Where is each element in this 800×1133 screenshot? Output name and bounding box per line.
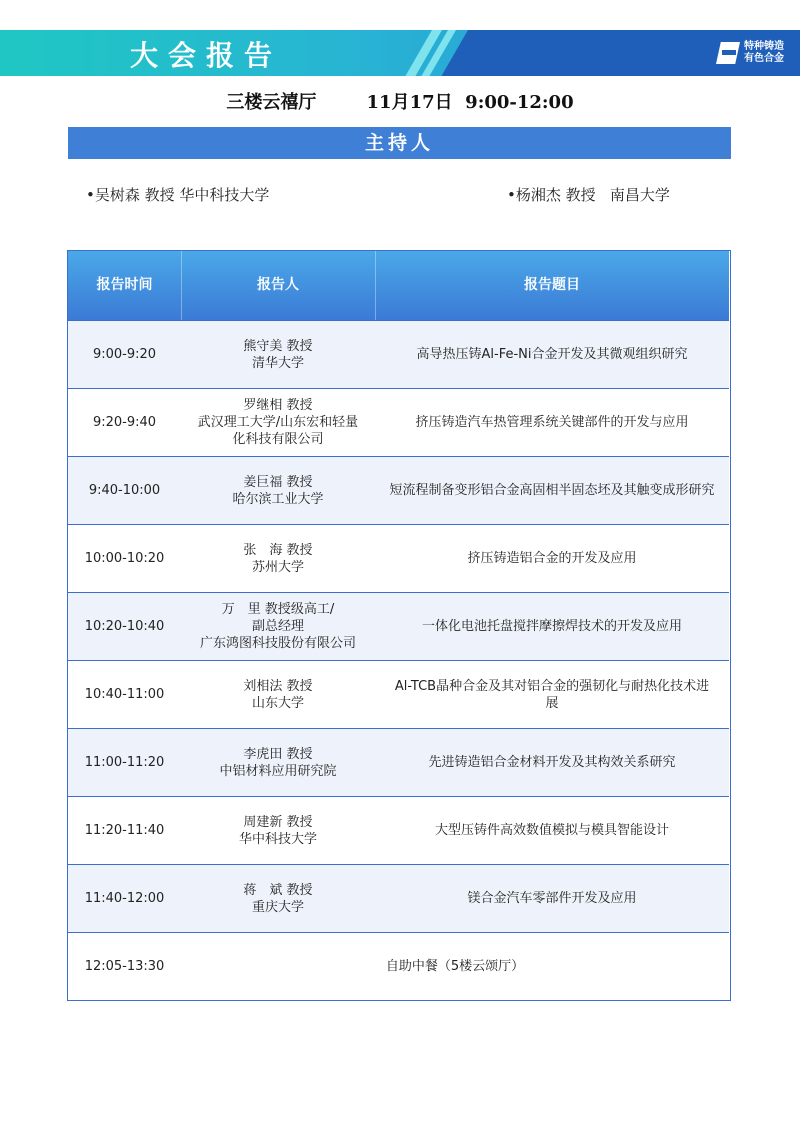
table-row [68, 864, 729, 932]
speaker-line: 重庆大学 [251, 899, 304, 915]
row-speaker [181, 865, 375, 932]
speaker-line: 万 里 教授级高工/ [221, 602, 335, 617]
host-right: •杨湘杰 教授 南昌大学 [507, 186, 670, 204]
row-topic: Al-TCB晶种合金及其对铝合金的强韧化与耐热化技术进展 [394, 678, 710, 711]
speaker-line: 清华大学 [251, 355, 304, 371]
logo-line-1: 特种铸造 [744, 41, 784, 52]
row-topic: 挤压铸造铝合金的开发及应用 [467, 551, 637, 566]
row-time: 9:20-9:40 [92, 415, 157, 430]
row-time: 9:40-10:00 [88, 483, 161, 498]
speaker-line: 苏州大学 [251, 559, 304, 575]
logo-mark-icon [716, 42, 740, 64]
row-topic: 一体化电池托盘搅拌摩擦焊技术的开发及应用 [421, 619, 682, 634]
row-topic: 镁合金汽车零部件开发及应用 [467, 891, 637, 906]
row-topic: 短流程制备变形铝合金高固相半固态坯及其触变成形研究 [389, 483, 715, 498]
row-time: 10:00-10:20 [84, 551, 165, 566]
brand-logo [716, 40, 788, 68]
session-location: 三楼云禧厅 [226, 92, 317, 113]
row-topic: 高导热压铸Al-Fe-Ni合金开发及其微观组织研究 [416, 347, 688, 362]
row-time: 11:00-11:20 [84, 755, 165, 770]
header-banner [0, 30, 800, 76]
row-topic: 挤压铸造汽车热管理系统关键部件的开发与应用 [415, 415, 689, 430]
row-time: 12:05-13:30 [84, 959, 165, 974]
row-speaker [181, 525, 375, 592]
session-info [0, 88, 800, 114]
session-date: 11月17日 [366, 92, 453, 113]
speaker-line: 刘相法 教授 [243, 678, 313, 694]
table-row-lunch [68, 932, 729, 1000]
row-time: 10:40-11:00 [84, 687, 165, 702]
header-time: 报告时间 [96, 277, 153, 293]
row-time: 11:40-12:00 [84, 891, 165, 906]
table-header [68, 251, 729, 320]
table-row [68, 796, 729, 864]
speaker-line: 广东鸿图科技股份有限公司 [199, 636, 356, 651]
page-title: 大会报告 [130, 39, 283, 72]
speaker-line: 副总经理 [251, 619, 304, 634]
speaker-line: 武汉理工大学/山东宏和轻量 [197, 415, 359, 430]
table-row [68, 728, 729, 796]
row-time: 11:20-11:40 [84, 823, 165, 838]
logo-text [744, 41, 784, 65]
row-speaker [181, 389, 375, 456]
row-topic: 大型压铸件高效数值模拟与模具智能设计 [434, 823, 669, 838]
speaker-line: 李虎田 教授 [243, 746, 313, 762]
speaker-line: 哈尔滨工业大学 [232, 491, 324, 507]
row-speaker [181, 457, 375, 524]
table-row [68, 320, 729, 388]
row-speaker [181, 729, 375, 796]
row-time: 10:20-10:40 [84, 619, 165, 634]
speaker-line: 姜巨福 教授 [243, 474, 313, 490]
speaker-line: 张 海 教授 [243, 542, 313, 558]
table-row [68, 388, 729, 456]
speaker-line: 化科技有限公司 [232, 432, 324, 447]
host-section-title: 主持人 [68, 127, 731, 159]
session-time: 9:00-12:00 [465, 92, 574, 113]
logo-line-2: 有色合金 [744, 53, 784, 64]
speaker-line: 山东大学 [251, 695, 304, 711]
row-speaker [181, 321, 375, 388]
row-speaker [181, 593, 375, 660]
row-speaker [181, 661, 375, 728]
row-topic: 先进铸造铝合金材料开发及其构效关系研究 [428, 755, 676, 770]
schedule-table [67, 250, 731, 1001]
table-row [68, 592, 729, 660]
header-topic: 报告题目 [524, 277, 580, 293]
table-row [68, 524, 729, 592]
speaker-line: 蒋 斌 教授 [243, 882, 313, 898]
lunch-label: 自助中餐（5楼云颂厅） [385, 959, 525, 974]
row-speaker [181, 797, 375, 864]
speaker-line: 中铝材料应用研究院 [219, 763, 337, 779]
table-row [68, 660, 729, 728]
speaker-line: 周建新 教授 [243, 814, 313, 830]
row-time: 9:00-9:20 [92, 347, 157, 362]
table-row [68, 456, 729, 524]
speaker-line: 熊守美 教授 [243, 338, 313, 354]
host-left: •吴树森 教授 华中科技大学 [86, 186, 270, 204]
header-speaker: 报告人 [257, 277, 299, 293]
speaker-line: 罗继相 教授 [243, 398, 313, 413]
speaker-line: 华中科技大学 [238, 831, 317, 847]
